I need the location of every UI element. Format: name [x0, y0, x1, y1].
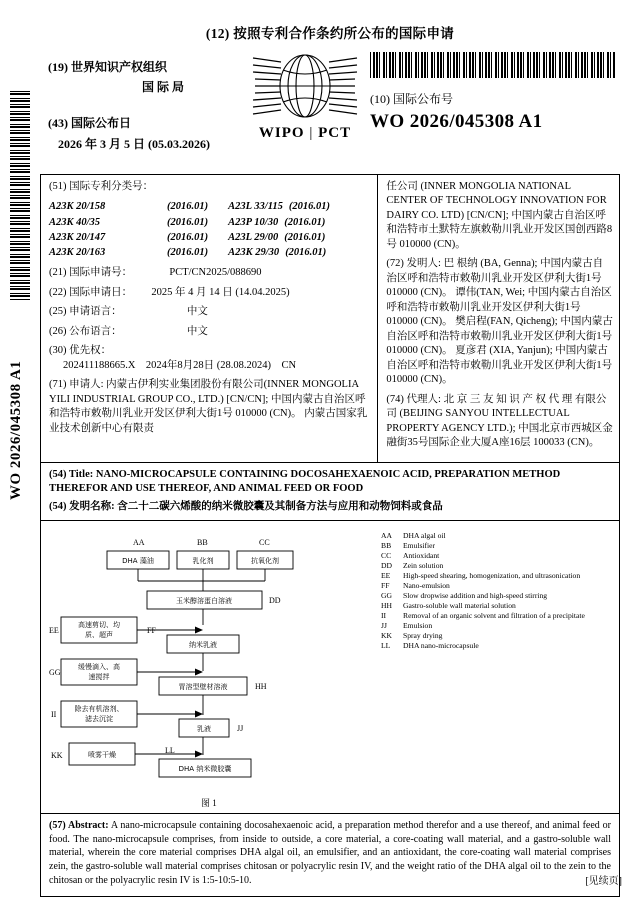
legend-item	[381, 531, 606, 541]
agent-value: 北 京 三 友 知 识 产 权 代 理 有限公司 (BEIJING SANYOU INTELLECTUAL PROPERTY AGENCY LTD.); 中国北京市西城区金融街35号国际企业大厦A座16层 100033 (CN)。	[386, 393, 613, 449]
legend-value: Emulsion	[403, 620, 433, 630]
ipc-version: (2016.01)	[284, 216, 326, 228]
ipc-list	[49, 199, 371, 260]
ipc-version: (2016.01)	[167, 201, 209, 213]
application-number-tag: (21) 国际申请号：	[49, 267, 133, 279]
top-barcode	[370, 52, 616, 78]
ipc-code: A23K 40/35	[49, 216, 101, 228]
legend-item	[381, 561, 606, 571]
publication-language-field	[49, 325, 371, 339]
ipc-version: (2016.01)	[288, 201, 330, 213]
continued-note: [见续页]	[585, 876, 622, 887]
ipc-version: (2016.01)	[167, 216, 209, 228]
publication-number-block	[370, 52, 620, 133]
legend-item	[381, 581, 606, 591]
flow-label-gg: GG	[49, 667, 61, 677]
applicant-value: 内蒙古伊利实业集团股份有限公司(INNER MONGOLIA YILI INDUSTRIAL GROUP CO., LTD.) [CN/CN]; 中国内蒙古自治区呼和浩特市敕勒川乳业开发区伊利大街1号 010000 (CN)。 内蒙古国家乳业技术创新中心有限责	[49, 379, 368, 434]
side-publication-code: WO 2026/045308 A1	[8, 360, 24, 500]
wipo-logo	[245, 52, 365, 142]
applicant-field	[49, 378, 371, 436]
figure-legend	[381, 531, 606, 651]
bibliographic-box	[40, 175, 620, 463]
ipc-row	[49, 245, 371, 260]
inventor-field	[386, 257, 613, 387]
priority-field	[49, 344, 371, 373]
page-title: (12) 按照专利合作条约所公布的国际申请	[205, 26, 455, 41]
flow-node-aa: DHA 藻油	[122, 556, 154, 565]
title-english-tag: (54) Title:	[49, 468, 94, 480]
flow-label-dd: DD	[269, 595, 281, 605]
ipc-code: A23K 29/30	[228, 247, 280, 259]
legend-value: Slow dropwise addition and high-speed stirring	[403, 590, 548, 600]
filing-date-field	[49, 286, 371, 300]
publication-number: WO 2026/045308 A1	[370, 111, 543, 132]
title-chinese-tag: (54) 发明名称:	[49, 501, 115, 513]
legend-value: Nano-emulsion	[403, 580, 450, 590]
legend-value: DHA algal oil	[403, 530, 446, 540]
legend-value: Gastro-soluble wall material solution	[403, 600, 516, 610]
ipc-code: A23K 20/147	[49, 231, 106, 243]
legend-key: LL	[381, 640, 391, 650]
legend-item	[381, 571, 606, 581]
legend-item	[381, 601, 606, 611]
priority-tag: (30) 优先权：	[49, 345, 112, 357]
legend-value: Removal of an organic solvent and filtration of a precipitate	[403, 610, 585, 620]
flow-label-ii: II	[51, 709, 57, 719]
flow-label-bb: BB	[197, 537, 208, 547]
abstract-tag: (57) Abstract:	[49, 819, 109, 831]
side-barcode-strip	[10, 90, 30, 300]
ipc-version: (2016.01)	[167, 247, 209, 259]
legend-value: High-speed shearing, homogenization, and ultrasonication	[403, 570, 581, 580]
title-english-text: NANO-MICROCAPSULE CONTAINING DOCOSAHEXAENOIC ACID, PREPARATION METHOD THEREFOR AND USE THEREOF, AND ANIMAL FEED OR FOOD	[49, 468, 561, 495]
legend-key: AA	[381, 530, 392, 540]
flow-node-ff: 纳米乳液	[189, 640, 217, 649]
legend-value: DHA nano-microcapsule	[403, 640, 479, 650]
ipc-code: A23K 20/163	[49, 247, 106, 259]
flow-node-dd: 玉米醇溶蛋白溶液	[176, 596, 232, 605]
publication-date: 2026 年 3 月 5 日 (05.03.2026)	[58, 137, 210, 151]
filing-date: 2025 年 4 月 14 日 (14.04.2025)	[151, 286, 290, 298]
flow-label-ee: EE	[49, 625, 59, 635]
publication-language: 中文	[186, 325, 208, 337]
flow-label-hh: HH	[255, 681, 267, 691]
bibliographic-columns	[41, 175, 619, 462]
publication-date-tag: (43) 国际公布日	[48, 116, 131, 130]
legend-key: EE	[381, 570, 391, 580]
inventor-tag: (72) 发明人:	[386, 258, 441, 270]
ipc-version: (2016.01)	[284, 231, 326, 243]
filing-date-tag: (22) 国际申请日：	[49, 286, 133, 298]
publication-language-tag: (26) 公布语言：	[49, 325, 122, 337]
flow-node-ll: DHA 纳米微胶囊	[178, 764, 232, 773]
masthead	[40, 52, 620, 172]
legend-key: DD	[381, 560, 392, 570]
inventor-value: 巴 根纳 (BA, Genna); 中国内蒙古自治区呼和浩特市敕勒川乳业开发区伊利大街1号 010000 (CN)。 谭伟(TAN, Wei; 中国内蒙古自治区呼和浩特市敕勒川乳业开发区伊利大街1号 010000 (CN)。 樊启程(FAN, Qicheng); 中国内蒙古自治区呼和浩特市敕勒川乳业开发区伊利大街1号 010000 (CN)。 夏彦君 (XIA, Yanjun); 中国内蒙古自治区呼和浩特市敕勒川乳业开发区伊利大街1号 010000 (CN)。	[386, 258, 613, 386]
legend-key: FF	[381, 580, 390, 590]
legend-item	[381, 541, 606, 551]
wipo-org-tag: (19) 世界知识产权组织	[48, 60, 167, 74]
flow-label-aa: AA	[133, 537, 145, 547]
flow-label-ff: FF	[147, 625, 156, 635]
priority-value: 202411188665.X 2024年8月28日 (28.08.2024) CN	[63, 359, 297, 371]
flow-node-bb: 乳化剂	[192, 556, 214, 565]
bibliographic-right-column	[378, 175, 619, 462]
applicant-continued: 任公司 (INNER MONGOLIA NATIONAL CENTER OF TECHNOLOGY INNOVATION FOR DAIRY CO. LTD) [CN/CN]; 中国内蒙古自治区呼和浩特市土默特左旗敕勒川乳业开发区国创西路8号 010000 (CN)。	[386, 181, 613, 250]
figure-box	[40, 521, 620, 814]
legend-key: BB	[381, 540, 392, 550]
ipc-code: A23L 29/00	[228, 231, 279, 243]
flow-node-gg-2: 速搅拌	[88, 672, 110, 681]
ipc-code: A23K 20/158	[49, 201, 106, 213]
title-box	[40, 463, 620, 521]
figure-caption: 图 1	[201, 797, 217, 808]
flow-label-kk: KK	[51, 750, 63, 760]
flow-node-ee-1: 高速剪切、均	[78, 620, 120, 629]
legend-item	[381, 611, 606, 621]
legend-key: HH	[381, 600, 392, 610]
agent-field	[386, 393, 613, 451]
filing-language: 中文	[186, 306, 208, 318]
ipc-code: A23L 33/115	[228, 201, 283, 213]
legend-key: KK	[381, 630, 392, 640]
ipc-row	[49, 199, 371, 214]
flow-node-ii-1: 除去有机溶剂、	[74, 704, 124, 713]
legend-value: Emulsifier	[403, 540, 436, 550]
wipo-word-sep: |	[309, 125, 314, 141]
flow-node-ee-2: 质、超声	[85, 630, 113, 639]
flow-node-jj: 乳液	[197, 724, 211, 733]
agent-tag: (74) 代理人:	[386, 393, 441, 405]
side-barcode	[10, 90, 30, 300]
legend-key: GG	[381, 590, 392, 600]
applicant-tag: (71) 申请人:	[49, 379, 104, 391]
ipc-version: (2016.01)	[285, 247, 327, 259]
flow-diagram-svg	[47, 525, 379, 810]
legend-key: JJ	[381, 620, 387, 630]
legend-item	[381, 551, 606, 561]
document-content	[40, 22, 620, 897]
ipc-row	[49, 215, 371, 230]
ipc-row	[49, 230, 371, 245]
wipo-org-line2: 国 际 局	[141, 80, 184, 94]
bibliographic-left-column	[41, 175, 378, 462]
abstract-box	[40, 814, 620, 897]
flow-label-ll: LL	[165, 745, 175, 755]
wipo-org-block	[48, 58, 248, 153]
filing-language-tag: (25) 申请语言：	[49, 306, 122, 318]
legend-item	[381, 621, 606, 631]
flow-label-jj: JJ	[237, 723, 244, 733]
flow-node-hh: 胃溶型壁材溶液	[178, 682, 228, 691]
legend-key: II	[381, 610, 387, 620]
legend-value: Spray drying	[403, 630, 443, 640]
filing-language-field	[49, 305, 371, 319]
ipc-code: A23P 10/30	[228, 216, 279, 228]
legend-key: CC	[381, 550, 392, 560]
flow-diagram	[47, 525, 379, 810]
application-number-field	[49, 266, 371, 280]
title-chinese-text: 含二十二碳六烯酸的纳米微胶囊及其制备方法与应用和动物饲料或食品	[117, 501, 443, 513]
wipo-wordmark	[245, 125, 365, 142]
flow-node-kk: 喷雾干燥	[88, 750, 116, 759]
flow-node-gg-1: 缓慢滴入、高	[78, 662, 120, 671]
title-chinese	[49, 500, 611, 515]
title-english	[49, 468, 611, 497]
application-number: PCT/CN2025/088690	[169, 267, 262, 279]
flow-node-ii-2: 滤去沉淀	[85, 714, 113, 723]
abstract-text: A nano-microcapsule containing docosahexaenoic acid, a preparation method therefor and a use thereof, and animal feed or food. The nano-microcapsule comprises, from inside to outside, a core material, a core-coating wall material, and a gastro-soluble wall material, wherein the core material comprises DHA algal oil, an emulsifier, and an antioxidant, the core-coating wall material comprises zein, the gastro-soluble wall material comprises chitosan or polyacrylic resin IV, and the weight ratio of the DHA algal oil to the zein to the chitosan or the polyacrylic resin IV is 1:5-10:5-10.	[49, 819, 612, 886]
flow-label-cc: CC	[259, 537, 270, 547]
wipo-word-pct: PCT	[318, 125, 352, 141]
legend-item	[381, 641, 606, 651]
ipc-tag: (51) 国际专利分类号：	[49, 181, 154, 192]
legend-value: Antioxidant	[403, 550, 440, 560]
legend-value: Zein solution	[403, 560, 444, 570]
wipo-word-wipo: WIPO	[258, 125, 305, 141]
publication-number-tag: (10) 国际公布号	[370, 92, 453, 106]
wipo-globe-icon	[251, 52, 359, 124]
legend-item	[381, 631, 606, 641]
flow-node-cc: 抗氧化剂	[251, 556, 279, 565]
legend-item	[381, 591, 606, 601]
ipc-version: (2016.01)	[167, 231, 209, 243]
